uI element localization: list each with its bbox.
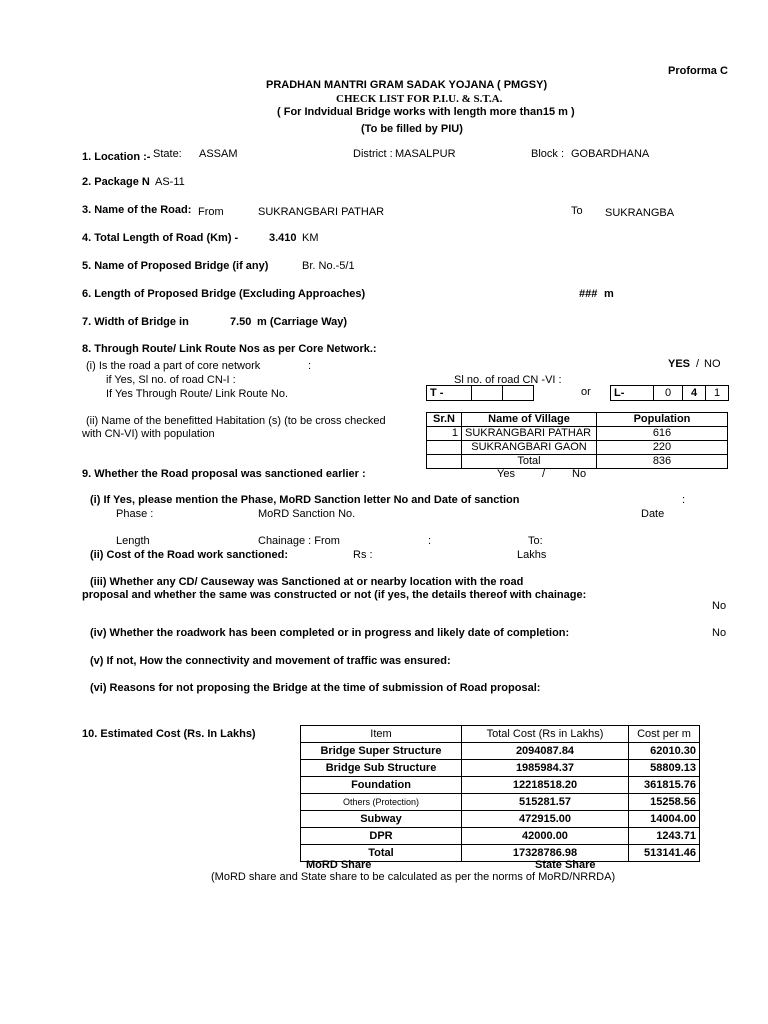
- road-from-value: SUKRANGBARI PATHAR: [258, 206, 385, 218]
- rs-label: Rs :: [353, 549, 373, 561]
- roadwork-status-label: (iv) Whether the roadwork has been completed or in progress and likely date of completion:: [90, 627, 570, 639]
- estimate-item: Bridge Sub Structure: [301, 760, 462, 777]
- estimate-total: 472915.00: [462, 811, 629, 828]
- t-box-1: [472, 386, 503, 401]
- habitation-q: (ii) Name of the benefitted Habitation (s) (to be cross checked: [86, 415, 386, 427]
- core-network-q1b: If Yes Through Route/ Link Route No.: [106, 388, 289, 400]
- or-label: or: [581, 386, 591, 398]
- village-header-name: Name of Village: [462, 413, 597, 427]
- estimate-per-m: 1243.71: [629, 828, 700, 845]
- bridge-length-value: ###: [579, 288, 598, 300]
- chainage-colon: :: [428, 535, 432, 547]
- l-label: L-: [611, 386, 654, 401]
- estimate-table: [300, 725, 700, 862]
- road-from-label: From: [198, 206, 224, 218]
- package-value: AS-11: [155, 176, 185, 188]
- document-title: PRADHAN MANTRI GRAM SADAK YOJANA ( PMGSY): [266, 79, 548, 91]
- bridge-name-value: Br. No.-5/1: [302, 260, 355, 272]
- t-label: T -: [427, 386, 472, 401]
- state-share-label: State Share: [535, 859, 596, 871]
- bridge-length-unit: m: [604, 288, 614, 300]
- road-name-label: 3. Name of the Road:: [82, 204, 192, 216]
- table-row: [427, 455, 728, 469]
- date-label: Date: [641, 508, 665, 520]
- core-slash: /: [696, 358, 700, 370]
- core-yes: YES: [668, 358, 691, 370]
- estimate-per-m: 15258.56: [629, 794, 700, 811]
- bridge-name-label: 5. Name of Proposed Bridge (if any): [82, 260, 269, 272]
- estimate-total: 42000.00: [462, 828, 629, 845]
- mord-sanction-label: MoRD Sanction No.: [258, 508, 356, 520]
- l-digit-3: 1: [706, 386, 729, 401]
- estimate-total: 1985984.37: [462, 760, 629, 777]
- estimate-header-item: Item: [301, 726, 462, 743]
- l-digit-1: 0: [654, 386, 683, 401]
- estimate-header-total: Total Cost (Rs in Lakhs): [462, 726, 629, 743]
- proforma-label: Proforma C: [668, 65, 728, 77]
- village-total: 836: [597, 455, 728, 469]
- village-header-population: Population: [597, 413, 728, 427]
- table-row: [301, 811, 700, 828]
- roadwork-status-answer: No: [712, 627, 727, 639]
- mord-share-label: MoRD Share: [306, 859, 372, 871]
- lakhs-label: Lakhs: [517, 549, 547, 561]
- table-row: [301, 743, 700, 760]
- estimate-per-m: 513141.46: [629, 845, 700, 862]
- length-label: Length: [116, 535, 150, 547]
- bridge-length-label: 6. Length of Proposed Bridge (Excluding Approaches): [82, 288, 366, 300]
- bridge-width-unit: m (Carriage Way): [257, 316, 348, 328]
- sanction-no: No: [572, 468, 587, 480]
- bridge-width-value: 7.50: [230, 316, 252, 328]
- table-row: [301, 760, 700, 777]
- village-population: 616: [597, 427, 728, 441]
- sanction-slash: /: [542, 468, 546, 480]
- table-row: [301, 777, 700, 794]
- estimate-total: 12218518.20: [462, 777, 629, 794]
- estimate-per-m: 14004.00: [629, 811, 700, 828]
- chainage-label: Chainage : From: [258, 535, 340, 547]
- habitation-q2: with CN-VI) with population: [82, 428, 215, 440]
- road-to-value: SUKRANGBA: [605, 207, 675, 219]
- cd-causeway-label: (iii) Whether any CD/ Causeway was Sanctioned at or nearby location with the road: [90, 576, 524, 588]
- table-row: [301, 828, 700, 845]
- estimate-item: Others (Protection): [301, 794, 462, 811]
- total-length-unit: KM: [302, 232, 319, 244]
- total-length-value: 3.410: [269, 232, 297, 244]
- estimate-per-m: 361815.76: [629, 777, 700, 794]
- core-no: NO: [704, 358, 721, 370]
- village-total-label: Total: [462, 455, 597, 469]
- t-route-boxes: [426, 385, 534, 401]
- estimate-footnote: (MoRD share and State share to be calculated as per the norms of MoRD/NRRDA): [211, 871, 616, 883]
- block-value: GOBARDHANA: [571, 148, 650, 160]
- road-to-label: To: [571, 205, 583, 217]
- phase-label: Phase :: [116, 508, 154, 520]
- l-route-boxes: [610, 385, 729, 401]
- village-name: SUKRANGBARI GAON: [462, 441, 597, 455]
- core-network-q1: (i) Is the road a part of core network: [86, 360, 261, 372]
- estimate-total: 515281.57: [462, 794, 629, 811]
- sanction-i-label: (i) If Yes, please mention the Phase, MoRD Sanction letter No and Date of sanction: [90, 494, 520, 506]
- l-digit-2: 4: [683, 386, 706, 401]
- state-label: State:: [153, 148, 182, 160]
- estimate-label: 10. Estimated Cost (Rs. In Lakhs): [82, 728, 256, 740]
- block-label: Block :: [531, 148, 565, 160]
- village-header-sr: Sr.N: [427, 413, 462, 427]
- estimate-per-m: 62010.30: [629, 743, 700, 760]
- sanction-i-colon: :: [682, 494, 686, 506]
- estimate-item: Subway: [301, 811, 462, 828]
- estimate-item: DPR: [301, 828, 462, 845]
- table-row: [301, 794, 700, 811]
- estimate-header-per-m: Cost per m: [629, 726, 700, 743]
- state-value: ASSAM: [199, 148, 238, 160]
- village-sr: 1: [427, 427, 462, 441]
- estimate-per-m: 58809.13: [629, 760, 700, 777]
- estimate-item: Foundation: [301, 777, 462, 794]
- village-table: [426, 412, 728, 469]
- core-network-q1-colon: :: [308, 360, 312, 372]
- estimate-total: 17328786.98: [462, 845, 629, 862]
- village-population: 220: [597, 441, 728, 455]
- reasons-label: (vi) Reasons for not proposing the Bridge at the time of submission of Road proposal:: [90, 682, 541, 694]
- district-label: District :: [353, 148, 393, 160]
- t-box-2: [503, 386, 534, 401]
- document-subtitle: CHECK LIST FOR P.I.U. & S.T.A.: [336, 93, 503, 105]
- sanction-yes: Yes: [497, 468, 515, 480]
- document-note: ( For Indvidual Bridge works with length more than15 m ): [277, 106, 575, 118]
- estimate-item: Bridge Super Structure: [301, 743, 462, 760]
- village-name: SUKRANGBARI PATHAR: [462, 427, 597, 441]
- total-length-label: 4. Total Length of Road (Km) -: [82, 232, 239, 244]
- bridge-width-label: 7. Width of Bridge in: [82, 316, 189, 328]
- chainage-to: To:: [528, 535, 543, 547]
- core-network-q1a: if Yes, Sl no. of road CN-I :: [106, 374, 236, 386]
- table-row: [427, 441, 728, 455]
- estimate-item: Total: [301, 845, 462, 862]
- cd-causeway-answer: No: [712, 600, 727, 612]
- cd-causeway-label-2: proposal and whether the same was constructed or not (if yes, the details thereof with chainage:: [82, 589, 587, 601]
- cn-vi-label: Sl no. of road CN -VI :: [454, 374, 562, 386]
- district-value: MASALPUR: [395, 148, 456, 160]
- package-label: 2. Package N: [82, 176, 150, 188]
- village-sr: [427, 441, 462, 455]
- estimate-total: 2094087.84: [462, 743, 629, 760]
- cost-sanctioned-label: (ii) Cost of the Road work sanctioned:: [90, 549, 289, 561]
- fill-note: (To be filled by PIU): [361, 123, 463, 135]
- table-row: [427, 427, 728, 441]
- connectivity-label: (v) If not, How the connectivity and movement of traffic was ensured:: [90, 655, 451, 667]
- core-network-label: 8. Through Route/ Link Route Nos as per Core Network.:: [82, 343, 377, 355]
- sanction-label: 9. Whether the Road proposal was sanctioned earlier :: [82, 468, 366, 480]
- location-label: 1. Location :-: [82, 151, 151, 163]
